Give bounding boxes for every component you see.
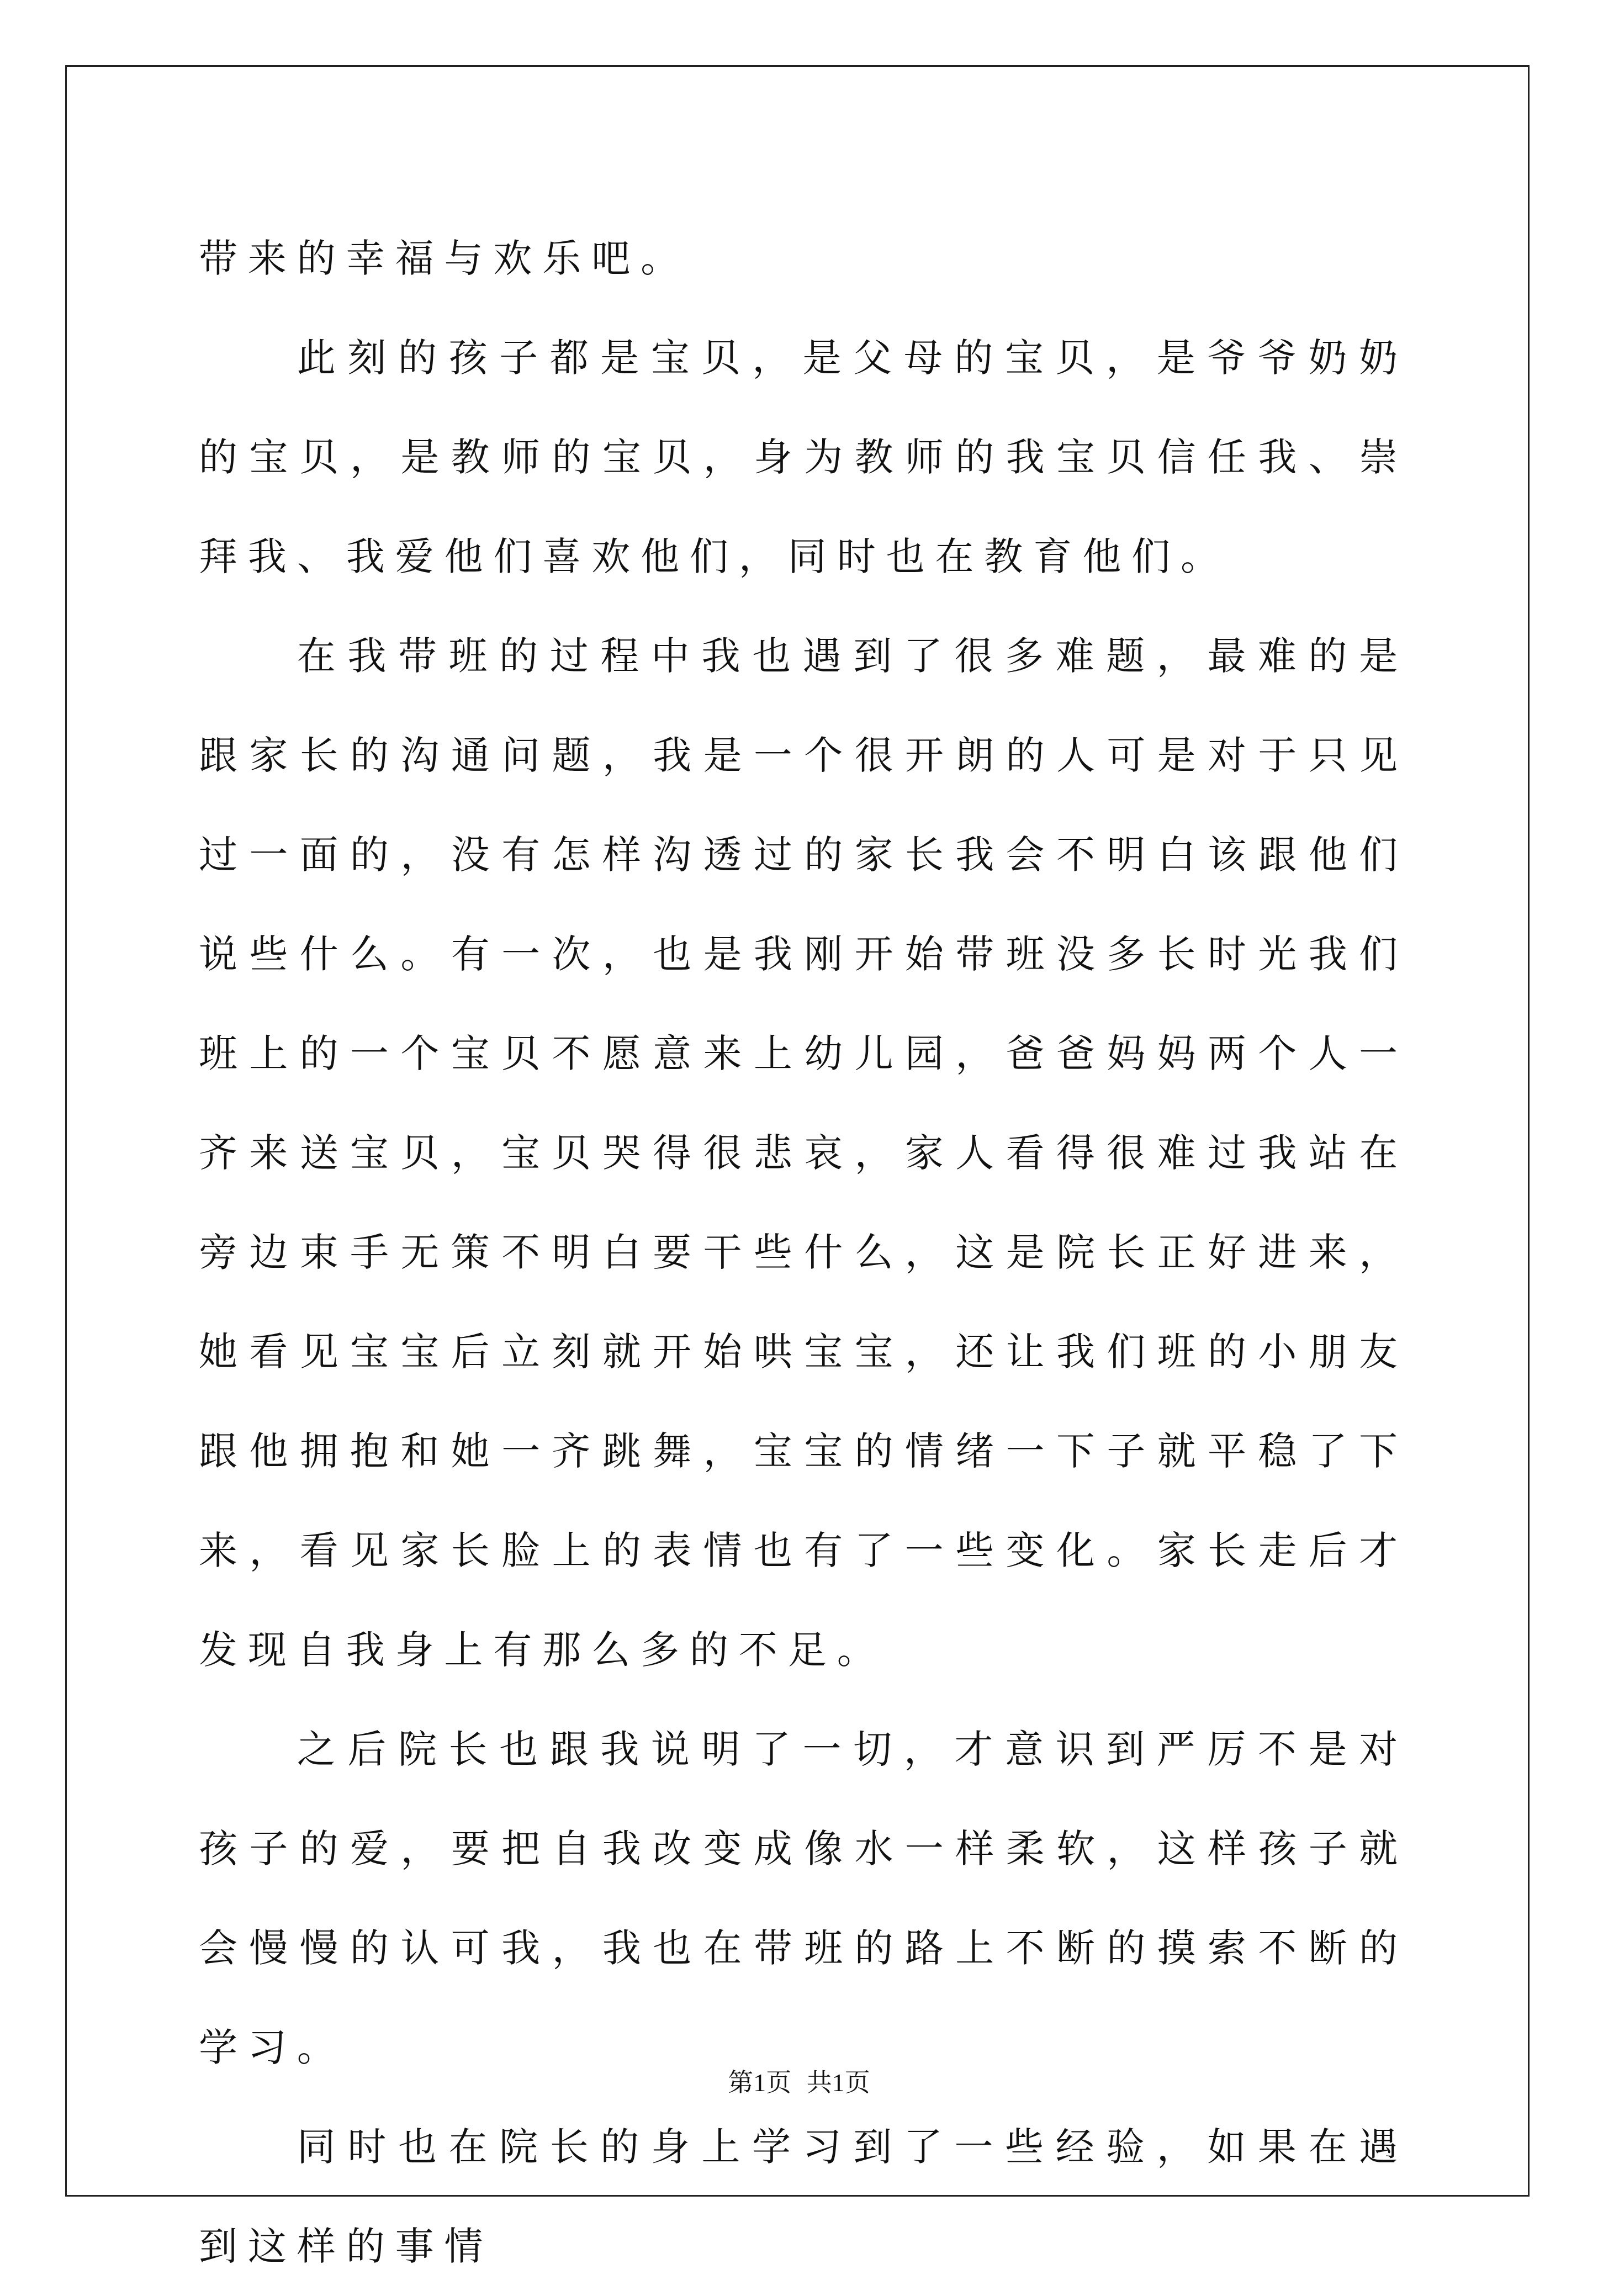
paragraph: 此刻的孩子都是宝贝，是父母的宝贝，是爷爷奶奶的宝贝，是教师的宝贝，身为教师的我宝贝信任我、崇拜我、我爱他们喜欢他们，同时也在教育他们。 (199, 335, 1408, 579)
page-footer (0, 2062, 1598, 2099)
page-number: 第1页 (728, 2068, 792, 2097)
document-body (199, 209, 1408, 2296)
paragraph: 在我带班的过程中我也遇到了很多难题，最难的是跟家长的沟通问题，我是一个很开朗的人可是对于只见过一面的，没有怎样沟透过的家长我会不明白该跟他们说些什么。有一次，也是我刚开始带班没多长时光我们班上的一个宝贝不愿意来上幼儿园，爸爸妈妈两个人一齐来送宝贝，宝贝哭得很悲哀，家人看得很难过我站在旁边束手无策不明白要干些什么，这是院长正好进来，她看见宝宝后立刻就开始哄宝宝，还让我们班的小朋友跟他拥抱和她一齐跳舞，宝宝的情绪一下子就平稳了下来，看见家长脸上的表情也有了一些变化。家长走后才发现自我身上有那么多的不足。 (199, 633, 1408, 1673)
paragraph: 带来的幸福与欢乐吧。 (199, 236, 690, 281)
page-total: 共1页 (806, 2068, 870, 2097)
paragraph: 之后院长也跟我说明了一切，才意识到严厉不是对孩子的爱，要把自我改变成像水一样柔软，这样孩子就会慢慢的认可我，我也在带班的路上不断的摸索不断的学习。 (199, 1727, 1408, 2070)
paragraph: 同时也在院长的身上学习到了一些经验，如果在遇到这样的事情 (199, 2124, 1408, 2269)
